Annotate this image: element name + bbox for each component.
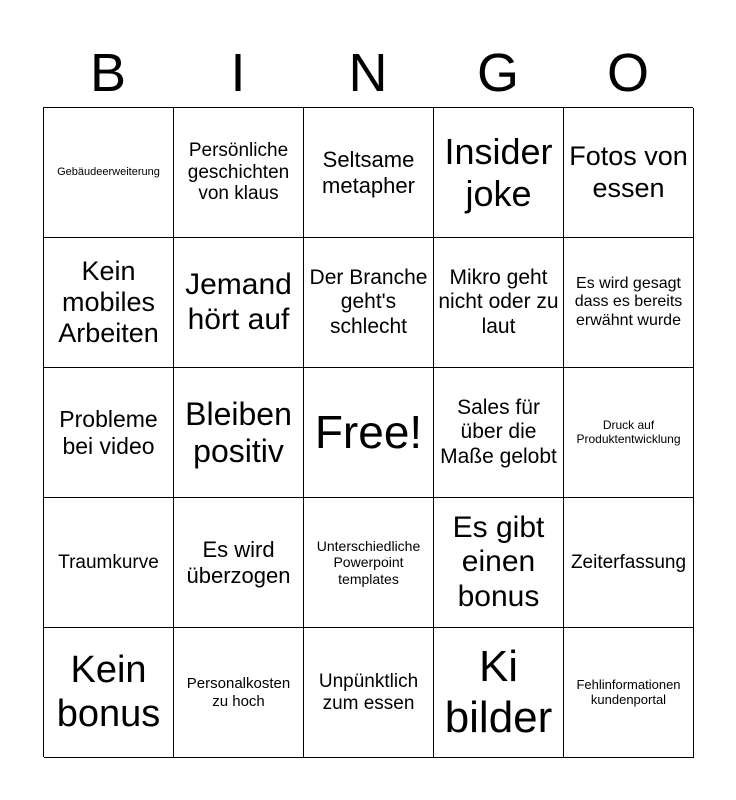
cell-text: Unterschiedliche Powerpoint templates: [316, 538, 421, 587]
bingo-cell[interactable]: [44, 108, 174, 238]
header-letter-g: G: [476, 43, 519, 103]
cell-text: Fehlinformationen kundenportal: [576, 676, 681, 707]
cell-text: Mikro geht nicht oder zu laut: [438, 266, 559, 338]
bingo-grid: [43, 107, 693, 757]
bingo-cell[interactable]: [304, 108, 434, 238]
bingo-cell[interactable]: [304, 628, 434, 758]
bingo-cell[interactable]: [434, 368, 564, 498]
bingo-cell[interactable]: [434, 238, 564, 368]
cell-text: Sales für über die Maße gelobt: [440, 396, 557, 468]
cell-text: Jemand hört auf: [185, 268, 292, 336]
bingo-cell[interactable]: [44, 498, 174, 628]
cell-text: Es wird gesagt dass es bereits erwähnt wurde: [574, 274, 683, 329]
cell-text: Zeiterfassung: [570, 551, 687, 573]
cell-text: Probleme bei video: [59, 406, 158, 459]
cell-text: Bleiben positiv: [185, 395, 292, 469]
bingo-cell[interactable]: [564, 368, 694, 498]
header-letter-b: B: [89, 43, 127, 103]
bingo-cell[interactable]: [304, 498, 434, 628]
cell-text: Kein mobiles Arbeiten: [58, 255, 159, 349]
bingo-cell[interactable]: [434, 498, 564, 628]
cell-text: Free!: [314, 406, 423, 459]
header-letter-n: N: [348, 43, 388, 103]
bingo-cell-free[interactable]: [304, 368, 434, 498]
cell-text: Druck auf Produktentwicklung: [576, 417, 681, 446]
bingo-cell[interactable]: [174, 368, 304, 498]
cell-text: Ki bilder: [444, 641, 553, 742]
cell-text: Fotos von essen: [569, 141, 688, 203]
bingo-cell[interactable]: [564, 498, 694, 628]
header-letter-o: O: [606, 43, 649, 103]
cell-text: Unpünktlich zum essen: [318, 670, 419, 714]
bingo-cell[interactable]: [44, 238, 174, 368]
header-letter-i: I: [230, 43, 246, 103]
cell-text: Insider joke: [444, 131, 553, 214]
bingo-cell[interactable]: [304, 238, 434, 368]
cell-text: Personalkosten zu hoch: [186, 675, 291, 710]
cell-text: Der Branche geht's schlecht: [309, 266, 428, 338]
bingo-header: [43, 38, 693, 108]
bingo-cell[interactable]: [174, 108, 304, 238]
bingo-cell[interactable]: [44, 368, 174, 498]
cell-text: Traumkurve: [58, 551, 159, 573]
cell-text: Es wird überzogen: [186, 537, 291, 588]
bingo-cell[interactable]: [434, 108, 564, 238]
cell-text: Persönliche geschichten von klaus: [187, 139, 290, 205]
cell-text: Seltsame metapher: [322, 147, 415, 198]
bingo-cell[interactable]: [174, 238, 304, 368]
cell-text: Gebäudeerweiterung: [57, 166, 160, 179]
bingo-cell[interactable]: [564, 238, 694, 368]
bingo-cell[interactable]: [44, 628, 174, 758]
cell-text: Es gibt einen bonus: [452, 510, 545, 613]
cell-text: Kein bonus: [56, 648, 161, 735]
bingo-cell[interactable]: [174, 498, 304, 628]
bingo-cell[interactable]: [564, 108, 694, 238]
bingo-cell[interactable]: [564, 628, 694, 758]
bingo-cell[interactable]: [174, 628, 304, 758]
bingo-cell[interactable]: [434, 628, 564, 758]
